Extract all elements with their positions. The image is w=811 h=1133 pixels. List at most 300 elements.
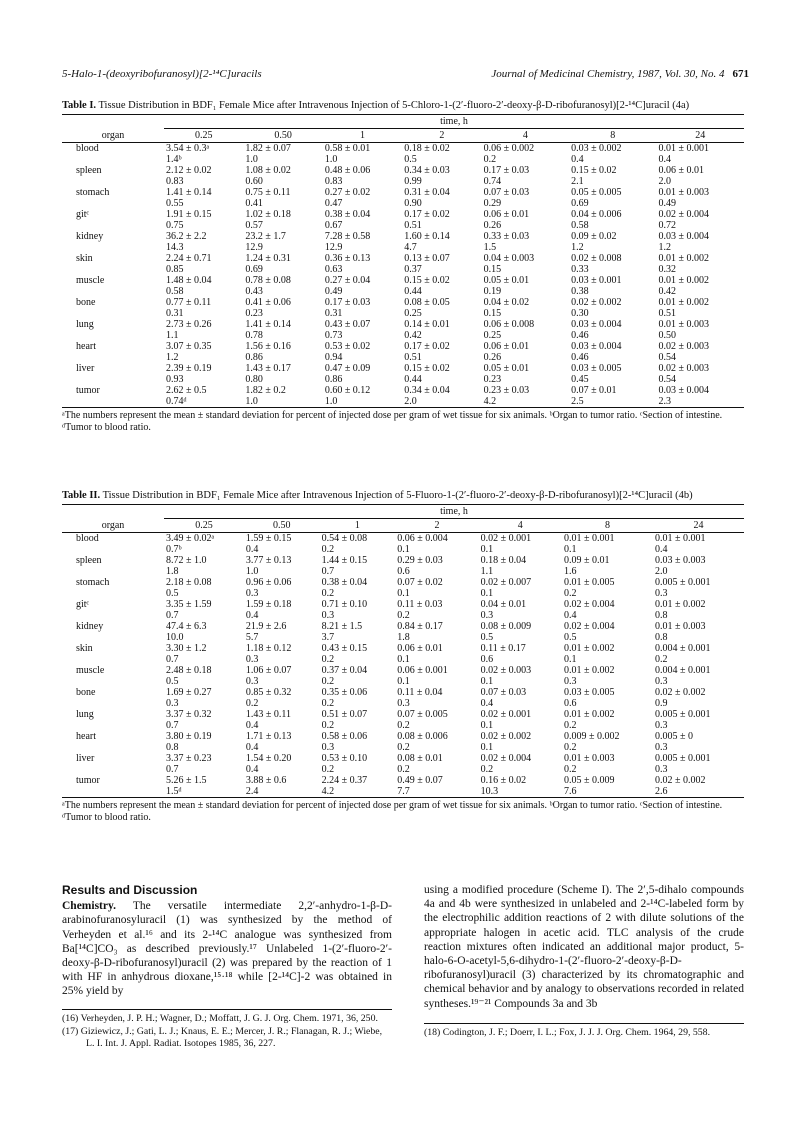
ratio-cell: 0.26: [483, 352, 502, 363]
value-cell: 0.02 ± 0.003: [658, 341, 709, 352]
ratio-cell: 0.1: [480, 544, 494, 555]
table-row: [62, 154, 744, 165]
ratio-cell: 2.0: [654, 566, 668, 577]
table-row: [62, 363, 744, 374]
ratio-cell: 0.3: [245, 676, 259, 687]
table-row: [62, 253, 744, 264]
ratio-cell: 0.4: [563, 610, 577, 621]
reference-17: (17) Giziewicz, J.; Gati, L. J.; Knaus, E. E.; Mercer, J. R.; Flanagan, R. J.; Wiebe, L. I. Int. J. Appl. Radiat. Isotopes 1985, 36, 227.: [62, 1026, 383, 1049]
value-cell: 0.49 ± 0.07: [397, 775, 443, 786]
ratio-cell: 1.5ᵈ: [166, 786, 182, 797]
value-cell: 0.02 ± 0.003: [658, 363, 709, 374]
value-cell: 0.01 ± 0.002: [658, 297, 709, 308]
ratio-cell: 0.85: [166, 264, 184, 275]
value-cell: 3.35 ± 1.59: [166, 599, 212, 610]
organ-cell: [62, 544, 164, 555]
value-cell: 7.28 ± 0.58: [324, 231, 371, 242]
value-cell: 0.75 ± 0.11: [245, 187, 291, 198]
running-header: [62, 68, 749, 80]
value-cell: 0.03 ± 0.001: [571, 275, 622, 286]
value-cell: 0.18 ± 0.02: [404, 143, 450, 154]
ratio-cell: 0.45: [571, 374, 589, 385]
value-cell: 0.004 ± 0.001: [654, 665, 711, 676]
value-cell: 0.04 ± 0.006: [571, 209, 622, 220]
organ-cell: [62, 374, 164, 385]
value-cell: 0.17 ± 0.02: [404, 341, 450, 352]
ratio-cell: 0.5: [404, 154, 417, 165]
value-cell: 0.01 ± 0.003: [658, 187, 709, 198]
ratio-cell: 0.1: [563, 654, 577, 665]
table-row: [62, 775, 744, 786]
organ-cell: [62, 786, 164, 798]
organ-cell: liver: [76, 753, 95, 764]
value-cell: 0.01 ± 0.002: [658, 253, 709, 264]
value-cell: 0.71 ± 0.10: [321, 599, 368, 610]
ratio-cell: 1.2: [571, 242, 584, 253]
ratio-cell: 0.73: [324, 330, 343, 341]
table-row: [62, 566, 744, 577]
ratio-cell: 0.86: [245, 352, 263, 363]
ratio-cell: 0.3: [654, 676, 668, 687]
ratio-cell: 0.54: [658, 374, 676, 385]
value-cell: 1.43 ± 0.11: [245, 709, 291, 720]
value-cell: 0.17 ± 0.03: [324, 297, 371, 308]
reference-16: (16) Verheyden, J. P. H.; Wagner, D.; Moffatt, J. G. J. Org. Chem. 1971, 36, 250.: [62, 1012, 378, 1024]
organ-cell: heart: [76, 341, 96, 352]
value-cell: 0.01 ± 0.001: [654, 533, 706, 544]
time-column-header: 1: [354, 520, 360, 531]
value-cell: 0.02 ± 0.002: [480, 731, 532, 742]
ratio-cell: 0.7: [166, 654, 179, 665]
value-cell: 0.07 ± 0.02: [397, 577, 443, 588]
value-cell: 1.24 ± 0.31: [245, 253, 291, 264]
value-cell: 3.49 ± 0.02ᵃ: [166, 533, 215, 544]
organ-cell: [62, 632, 164, 643]
organ-cell: [62, 654, 164, 665]
value-cell: 2.39 ± 0.19: [166, 363, 212, 374]
value-cell: 2.18 ± 0.08: [166, 577, 212, 588]
ratio-cell: 0.8: [654, 610, 668, 621]
organ-cell: spleen: [76, 555, 102, 566]
value-cell: 23.2 ± 1.7: [245, 231, 286, 242]
table-row: [62, 753, 744, 764]
value-cell: 0.77 ± 0.11: [166, 297, 212, 308]
ratio-cell: 2.4: [245, 786, 259, 797]
ratio-cell: 0.2: [321, 654, 335, 665]
organ-cell: gitᶜ: [76, 209, 90, 220]
ratio-cell: 0.80: [245, 374, 263, 385]
value-cell: 0.09 ± 0.02: [571, 231, 617, 242]
value-cell: 0.27 ± 0.02: [324, 187, 371, 198]
ratio-cell: 0.42: [658, 286, 676, 297]
table-row: [62, 731, 744, 742]
time-column-header: 1: [360, 130, 366, 141]
value-cell: 1.48 ± 0.04: [166, 275, 212, 286]
ratio-cell: 0.90: [404, 198, 422, 209]
time-column-header: 4: [517, 520, 523, 531]
value-cell: 1.44 ± 0.15: [321, 555, 368, 566]
ratio-cell: 0.2: [563, 742, 577, 753]
ratio-cell: 5.7: [245, 632, 259, 643]
table-1: [62, 100, 744, 434]
ratio-cell: 0.15: [483, 264, 502, 275]
ratio-cell: 1.0: [324, 154, 338, 165]
ratio-cell: 0.7ᵇ: [166, 544, 182, 555]
value-cell: 1.06 ± 0.07: [245, 665, 292, 676]
value-cell: 0.04 ± 0.003: [483, 253, 535, 264]
value-cell: 1.43 ± 0.17: [245, 363, 291, 374]
ratio-cell: 0.46: [571, 330, 589, 341]
organ-cell: [62, 286, 164, 297]
value-cell: 0.58 ± 0.06: [321, 731, 368, 742]
value-cell: 0.11 ± 0.04: [397, 687, 443, 698]
ratio-cell: 0.51: [658, 308, 676, 319]
value-cell: 0.33 ± 0.03: [483, 231, 530, 242]
table-row: [62, 643, 744, 654]
ratio-cell: 4.2: [483, 396, 497, 407]
organ-cell: kidney: [76, 621, 104, 632]
value-cell: 0.05 ± 0.01: [483, 275, 530, 286]
ratio-cell: 0.19: [483, 286, 502, 297]
organ-header: organ: [101, 129, 125, 141]
ratio-cell: 0.94: [324, 352, 343, 363]
value-cell: 0.23 ± 0.03: [483, 385, 530, 396]
value-cell: 0.02 ± 0.001: [480, 709, 532, 720]
ratio-cell: 0.3: [397, 698, 410, 709]
value-cell: 3.80 ± 0.19: [166, 731, 212, 742]
table-2-grid: [62, 504, 744, 798]
value-cell: 0.01 ± 0.001: [563, 533, 615, 544]
value-cell: 0.07 ± 0.005: [397, 709, 448, 720]
organ-cell: muscle: [76, 665, 105, 676]
left-column: [62, 883, 392, 1051]
value-cell: 0.18 ± 0.04: [480, 555, 527, 566]
value-cell: 0.38 ± 0.04: [324, 209, 371, 220]
ratio-cell: 0.55: [166, 198, 184, 209]
value-cell: 0.05 ± 0.009: [563, 775, 615, 786]
ratio-cell: 0.4: [480, 698, 494, 709]
table-row: [62, 308, 744, 319]
value-cell: 0.02 ± 0.003: [480, 665, 532, 676]
organ-cell: [62, 396, 164, 408]
ratio-cell: 0.72: [658, 220, 676, 231]
value-cell: 0.01 ± 0.002: [563, 709, 615, 720]
value-cell: 0.01 ± 0.002: [658, 275, 709, 286]
ratio-cell: 0.25: [404, 308, 422, 319]
value-cell: 0.02 ± 0.007: [480, 577, 532, 588]
value-cell: 21.9 ± 2.6: [245, 621, 287, 632]
value-cell: 0.01 ± 0.002: [563, 665, 615, 676]
ratio-cell: 0.93: [166, 374, 184, 385]
organ-cell: lung: [76, 319, 94, 330]
value-cell: 0.009 ± 0.002: [563, 731, 620, 742]
value-cell: 1.71 ± 0.13: [245, 731, 292, 742]
ratio-cell: 0.4: [245, 544, 259, 555]
ratio-cell: 0.2: [563, 764, 577, 775]
ratio-cell: 0.2: [563, 720, 577, 731]
table-row: [62, 242, 744, 253]
value-cell: 0.01 ± 0.002: [563, 643, 615, 654]
value-cell: 0.07 ± 0.01: [571, 385, 617, 396]
value-cell: 0.06 ± 0.004: [397, 533, 448, 544]
value-cell: 0.17 ± 0.02: [404, 209, 450, 220]
value-cell: 0.31 ± 0.04: [404, 187, 450, 198]
value-cell: 0.43 ± 0.15: [321, 643, 368, 654]
ratio-cell: 7.7: [397, 786, 410, 797]
value-cell: 0.08 ± 0.01: [397, 753, 443, 764]
ratio-cell: 0.3: [654, 764, 668, 775]
organ-cell: [62, 198, 164, 209]
table-row: [62, 297, 744, 308]
ratio-cell: 0.2: [397, 610, 410, 621]
ratio-cell: 0.4: [245, 742, 259, 753]
table-row: [62, 665, 744, 676]
value-cell: 0.15 ± 0.02: [404, 275, 450, 286]
organ-cell: tumor: [76, 775, 100, 786]
organ-cell: lung: [76, 709, 94, 720]
ratio-cell: 0.67: [324, 220, 343, 231]
ratio-cell: 1.4ᵇ: [166, 154, 182, 165]
value-cell: 0.43 ± 0.07: [324, 319, 371, 330]
value-cell: 0.27 ± 0.04: [324, 275, 371, 286]
organ-cell: bone: [76, 297, 96, 308]
value-cell: 3.07 ± 0.35: [166, 341, 212, 352]
value-cell: 0.03 ± 0.005: [563, 687, 615, 698]
value-cell: 47.4 ± 6.3: [166, 621, 207, 632]
value-cell: 1.60 ± 0.14: [404, 231, 450, 242]
table-row: [62, 621, 744, 632]
value-cell: 0.17 ± 0.03: [483, 165, 530, 176]
value-cell: 0.03 ± 0.005: [571, 363, 622, 374]
ratio-cell: 0.74: [483, 176, 502, 187]
organ-cell: [62, 330, 164, 341]
table-row: [62, 176, 744, 187]
ratio-cell: 0.69: [245, 264, 263, 275]
header-journal: Journal of Medicinal Chemistry, 1987, Vol. 30, No. 4 671: [491, 68, 749, 80]
organ-cell: [62, 742, 164, 753]
ratio-cell: 0.3: [245, 588, 259, 599]
organ-cell: [62, 588, 164, 599]
value-cell: 0.15 ± 0.02: [571, 165, 617, 176]
table-2: [62, 490, 744, 824]
references-left: [62, 1009, 392, 1050]
value-cell: 0.005 ± 0.001: [654, 577, 711, 588]
value-cell: 0.01 ± 0.003: [658, 319, 709, 330]
table-row: [62, 385, 744, 396]
ratio-cell: 0.7: [166, 610, 179, 621]
value-cell: 0.11 ± 0.17: [480, 643, 526, 654]
value-cell: 0.02 ± 0.001: [480, 533, 532, 544]
ratio-cell: 0.6: [480, 654, 494, 665]
time-column-header: 8: [610, 130, 616, 141]
table-row: [62, 341, 744, 352]
ratio-cell: 0.4: [245, 720, 259, 731]
value-cell: 0.29 ± 0.03: [397, 555, 443, 566]
value-cell: 0.37 ± 0.04: [321, 665, 368, 676]
time-column-header: 0.50: [274, 130, 292, 141]
value-cell: 0.02 ± 0.002: [654, 687, 706, 698]
organ-cell: [62, 720, 164, 731]
right-column: [424, 883, 744, 1040]
table-row: [62, 143, 744, 155]
references-right: [424, 1023, 744, 1039]
ratio-cell: 0.41: [245, 198, 263, 209]
value-cell: 0.16 ± 0.02: [480, 775, 527, 786]
ratio-cell: 3.7: [321, 632, 335, 643]
ratio-cell: 2.1: [571, 176, 584, 187]
ratio-cell: 10.0: [166, 632, 184, 643]
ratio-cell: 0.2: [483, 154, 497, 165]
ratio-cell: 0.2: [321, 698, 335, 709]
time-column-header: 0.25: [195, 520, 213, 531]
time-column-header: 24: [695, 130, 706, 141]
value-cell: 3.77 ± 0.13: [245, 555, 292, 566]
ratio-cell: 0.2: [397, 720, 410, 731]
ratio-cell: 0.37: [404, 264, 422, 275]
ratio-cell: 0.2: [397, 764, 410, 775]
ratio-cell: 0.1: [563, 544, 577, 555]
ratio-cell: 1.0: [245, 154, 258, 165]
ratio-cell: 1.2: [166, 352, 179, 363]
value-cell: 0.01 ± 0.002: [654, 599, 706, 610]
time-column-header: 0.25: [194, 130, 213, 141]
ratio-cell: 0.47: [324, 198, 343, 209]
organ-cell: [62, 220, 164, 231]
ratio-cell: 0.8: [654, 632, 668, 643]
ratio-cell: 0.5: [166, 588, 179, 599]
table-row: [62, 698, 744, 709]
table-row: [62, 352, 744, 363]
ratio-cell: 0.1: [480, 676, 494, 687]
table-row: [62, 786, 744, 798]
ratio-cell: 0.2: [480, 764, 494, 775]
time-column-header: 24: [693, 520, 704, 531]
ratio-cell: 0.8: [166, 742, 179, 753]
table-row: [62, 319, 744, 330]
organ-header: organ: [101, 519, 125, 531]
ratio-cell: 0.26: [483, 220, 502, 231]
reference-18: (18) Codington, J. F.; Doerr, I. L.; Fox, J. J. J. Org. Chem. 1964, 29, 558.: [424, 1026, 711, 1038]
section-title: Results and Discussion: [62, 883, 198, 897]
value-cell: 2.24 ± 0.71: [166, 253, 212, 264]
value-cell: 0.02 ± 0.008: [571, 253, 622, 264]
value-cell: 0.38 ± 0.04: [321, 577, 368, 588]
ratio-cell: 0.49: [658, 198, 676, 209]
table-row: [62, 654, 744, 665]
value-cell: 0.11 ± 0.03: [397, 599, 443, 610]
value-cell: 0.005 ± 0: [654, 731, 693, 742]
ratio-cell: 0.1: [397, 544, 410, 555]
value-cell: 0.07 ± 0.03: [480, 687, 527, 698]
ratio-cell: 0.31: [324, 308, 343, 319]
ratio-cell: 0.75: [166, 220, 184, 231]
organ-cell: [62, 154, 164, 165]
ratio-cell: 2.5: [571, 396, 584, 407]
organ-cell: blood: [76, 143, 99, 154]
ratio-cell: 0.1: [480, 588, 494, 599]
ratio-cell: 0.50: [658, 330, 676, 341]
table-1-caption: Table I. Tissue Distribution in BDF₁ Female Mice after Intravenous Injection of 5-Chloro-1-(2′-fluoro-2′-deoxy-β-D-ribofuranosyl)[2-¹⁴C]uracil (4a): [62, 100, 690, 111]
ratio-cell: 0.7: [166, 720, 179, 731]
value-cell: 1.54 ± 0.20: [245, 753, 292, 764]
value-cell: 0.96 ± 0.06: [245, 577, 292, 588]
value-cell: 0.005 ± 0.001: [654, 753, 711, 764]
ratio-cell: 0.3: [321, 610, 335, 621]
value-cell: 8.72 ± 1.0: [166, 555, 207, 566]
organ-cell: [62, 352, 164, 363]
organ-cell: [62, 676, 164, 687]
value-cell: 2.62 ± 0.5: [166, 385, 207, 396]
ratio-cell: 0.3: [480, 610, 494, 621]
value-cell: 3.88 ± 0.6: [245, 775, 287, 786]
table-row: [62, 676, 744, 687]
value-cell: 1.56 ± 0.16: [245, 341, 291, 352]
value-cell: 0.53 ± 0.02: [324, 341, 371, 352]
ratio-cell: 0.2: [321, 764, 335, 775]
ratio-cell: 0.44: [404, 286, 422, 297]
value-cell: 0.06 ± 0.002: [483, 143, 535, 154]
table-row: [62, 374, 744, 385]
ratio-cell: 0.3: [654, 720, 668, 731]
ratio-cell: 0.58: [571, 220, 589, 231]
ratio-cell: 0.5: [563, 632, 577, 643]
organ-cell: [62, 264, 164, 275]
ratio-cell: 0.99: [404, 176, 422, 187]
ratio-cell: 0.6: [397, 566, 410, 577]
table-row: [62, 742, 744, 753]
value-cell: 0.02 ± 0.004: [480, 753, 532, 764]
value-cell: 0.78 ± 0.08: [245, 275, 291, 286]
value-cell: 0.03 ± 0.004: [658, 385, 709, 396]
ratio-cell: 0.4: [245, 764, 259, 775]
organ-cell: [62, 698, 164, 709]
ratio-cell: 0.42: [404, 330, 422, 341]
value-cell: 0.51 ± 0.07: [321, 709, 368, 720]
value-cell: 0.06 ± 0.01: [658, 165, 704, 176]
organ-cell: [62, 566, 164, 577]
ratio-cell: 0.29: [483, 198, 502, 209]
value-cell: 8.21 ± 1.5: [321, 621, 363, 632]
table-row: [62, 165, 744, 176]
ratio-cell: 0.23: [483, 374, 502, 385]
value-cell: 2.73 ± 0.26: [166, 319, 212, 330]
ratio-cell: 1.8: [166, 566, 179, 577]
ratio-cell: 1.0: [245, 566, 259, 577]
ratio-cell: 0.3: [654, 588, 668, 599]
value-cell: 3.37 ± 0.32: [166, 709, 212, 720]
organ-cell: skin: [76, 253, 93, 264]
organ-cell: muscle: [76, 275, 105, 286]
ratio-cell: 0.2: [245, 698, 259, 709]
ratio-cell: 4.7: [404, 242, 417, 253]
organ-cell: spleen: [76, 165, 102, 176]
ratio-cell: 0.5: [166, 676, 179, 687]
value-cell: 0.06 ± 0.01: [483, 209, 530, 220]
value-cell: 0.15 ± 0.02: [404, 363, 450, 374]
time-column-header: 4: [522, 130, 528, 141]
time-column-header: 2: [434, 520, 440, 531]
table-row: [62, 220, 744, 231]
table-row: [62, 610, 744, 621]
ratio-cell: 0.5: [480, 632, 494, 643]
ratio-cell: 0.6: [563, 698, 577, 709]
ratio-cell: 1.1: [480, 566, 494, 577]
value-cell: 0.01 ± 0.003: [654, 621, 706, 632]
ratio-cell: 0.2: [321, 588, 335, 599]
organ-cell: skin: [76, 643, 93, 654]
ratio-cell: 0.4: [654, 544, 668, 555]
value-cell: 0.04 ± 0.01: [480, 599, 527, 610]
